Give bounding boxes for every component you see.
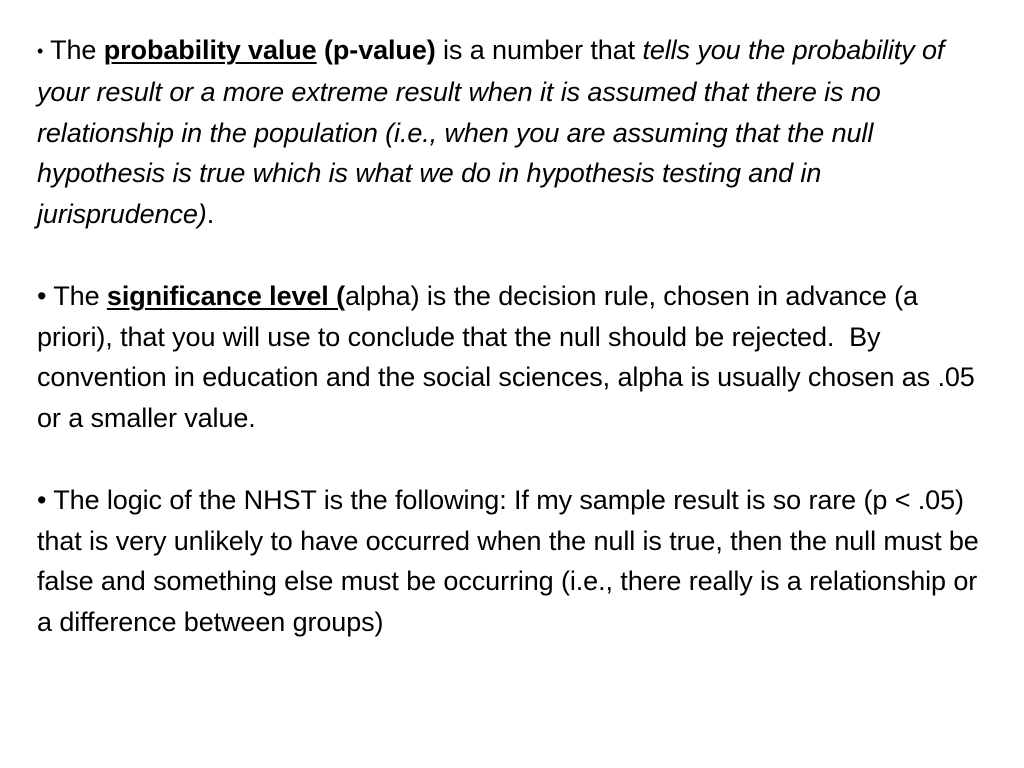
paragraph-significance-level — [37, 276, 987, 439]
slide-body — [37, 30, 987, 643]
bullet: • — [37, 484, 47, 515]
term-p-value: (p-value) — [324, 35, 436, 65]
text: is a number that — [435, 35, 643, 65]
text: . — [206, 199, 215, 230]
paragraph-nhst-logic — [37, 480, 987, 643]
term-probability-value: probability value — [103, 35, 317, 65]
text: The — [43, 35, 104, 65]
text: The — [46, 280, 107, 311]
text: alpha) is the decision rule, chosen in advance (a priori), that you will use to conclude that the null should be rejected. By convention in education and the social sciences, alpha is usually chosen as .05 or a smaller value. — [37, 280, 983, 434]
text — [317, 35, 324, 65]
bullet: • — [37, 280, 47, 311]
text: The logic of the NHST is the following: If my sample result is so rare (p < .05) that is very unlikely to have occurred when the null is true, then the null must be false and something else must be occurring (i.e., there really is a relationship or a difference between groups) — [37, 484, 979, 638]
bullet: • — [37, 41, 44, 61]
term-significance-level: significance level ( — [106, 280, 346, 311]
definition-italic: tells you the probability of your result or a more extreme result when it is assumed that there is no relationship in the population (i.e., when you are assuming that the null hypothesis is true which is what we do in hypothesis testing and in jurisprudence) — [37, 35, 945, 230]
paragraph-p-value — [37, 30, 987, 235]
